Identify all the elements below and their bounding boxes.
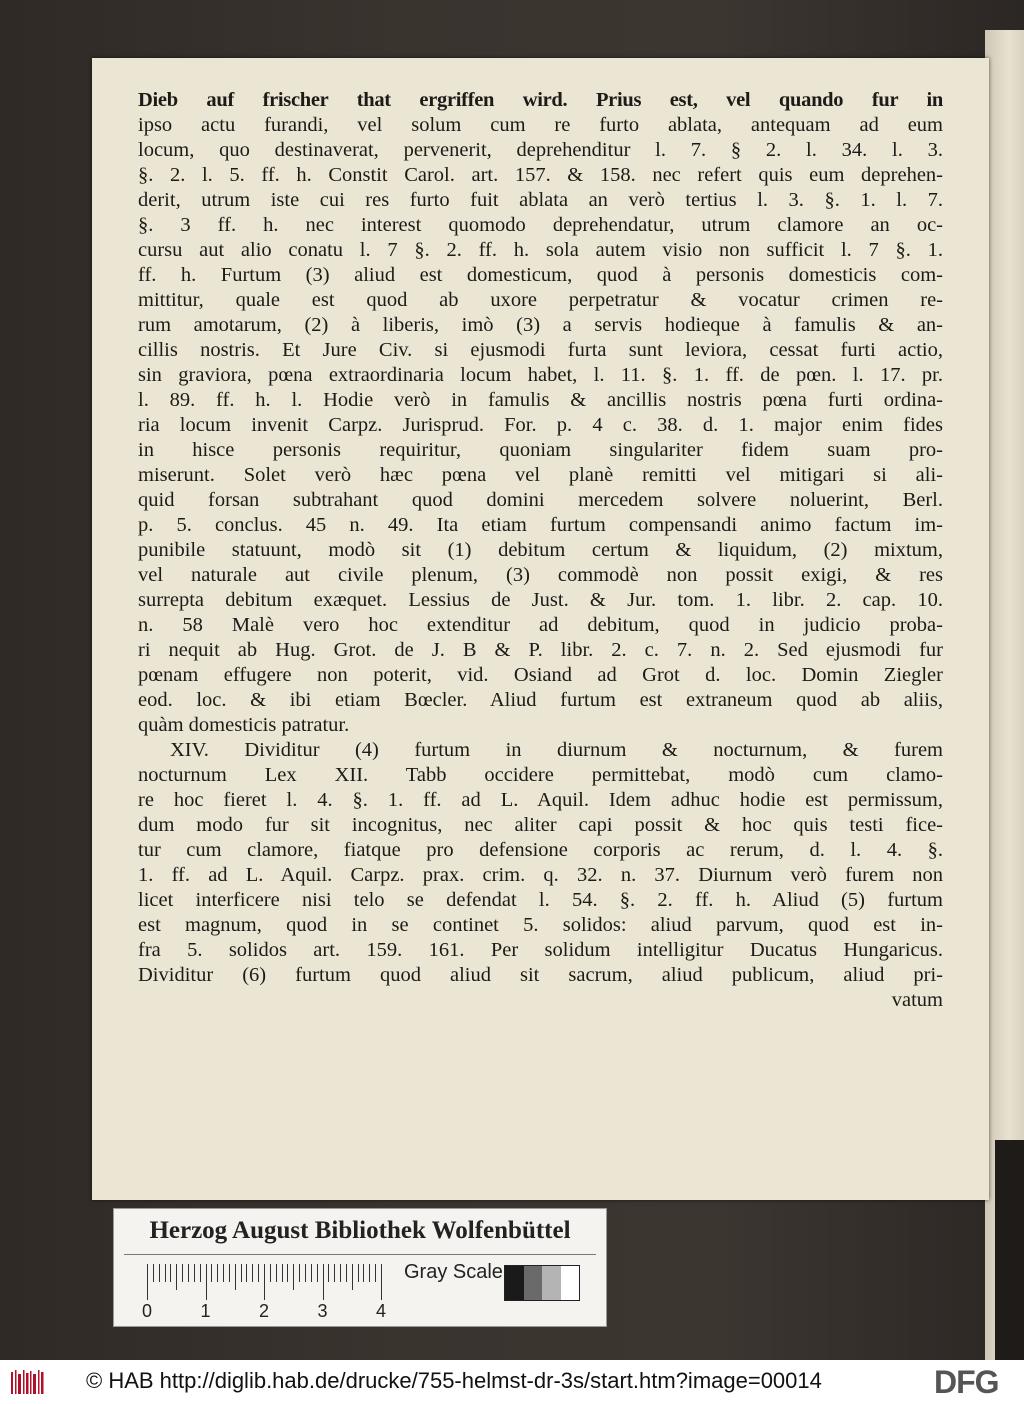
ruler-tick <box>223 1264 224 1282</box>
ruler-number: 2 <box>259 1301 270 1321</box>
ruler-tick <box>282 1264 283 1282</box>
ruler-tick <box>211 1264 212 1282</box>
ruler-tick <box>194 1264 195 1282</box>
text-line: re hoc fieret l. 4. §. 1. ff. ad L. Aquil. Idem adhuc hodie est permissum, <box>138 789 943 811</box>
text-line: n. 58 Malè vero hoc extenditur ad debitum, quod in judicio proba- <box>138 614 943 636</box>
text-line: cillis nostris. Et Jure Civ. si ejusmodi furta sunt leviora, cessat furti actio, <box>138 339 943 361</box>
gray-swatch <box>505 1266 524 1300</box>
source-url[interactable]: © HAB http://diglib.hab.de/drucke/755-helmst-dr-3s/start.htm?image=00014 <box>86 1368 822 1393</box>
text-line: XIV. Dividitur (4) furtum in diurnum & nocturnum, & furem <box>170 739 943 761</box>
ruler-tick <box>246 1264 247 1282</box>
ruler-tick <box>182 1264 183 1282</box>
text-line: in hisce personis requiritur, quoniam singulariter fidem suam pro- <box>138 439 943 461</box>
gray-scale-swatches <box>504 1265 580 1301</box>
text-line: dum modo fur sit incognitus, nec aliter capi possit & hoc quis testi fice- <box>138 814 943 836</box>
ruler-tick <box>293 1264 294 1290</box>
text-line: quid forsan subtrahant quod domini mercedem solvere noluerint, Berl. <box>138 489 943 511</box>
text-line: Dividitur (6) furtum quod aliud sit sacrum, aliud publicum, aliud pri- <box>138 964 943 986</box>
ruler-tick <box>369 1264 370 1282</box>
text-line: ri nequit ab Hug. Grot. de J. B & P. libr. 2. c. 7. n. 2. Sed ejusmodi fur <box>138 639 943 661</box>
text-line: est magnum, quod in se continet 5. solidos: aliud parvum, quod est in- <box>138 914 943 936</box>
ruler-tick <box>305 1264 306 1282</box>
ruler-tick <box>311 1264 312 1282</box>
ruler-number: 4 <box>376 1301 387 1321</box>
text-line: vatum <box>891 989 943 1011</box>
text-line: vel naturale aut civile plenum, (3) commodè non possit exigi, & res <box>138 564 943 586</box>
ruler-tick <box>159 1264 160 1282</box>
text-line: pœnam effugere non poterit, vid. Osiand ad Grot d. loc. Domin Ziegler <box>138 664 943 686</box>
ruler-number: 3 <box>317 1301 328 1321</box>
text-line: cursu aut alio conatu l. 7 §. 2. ff. h. sola autem visio non sufficit l. 7 §. 1. <box>138 239 943 261</box>
text-line: ff. h. Furtum (3) aliud est domesticum, quod à personis domesticis com- <box>138 264 943 286</box>
text-line: 1. ff. ad L. Aquil. Carpz. prax. crim. q. 32. n. 37. Diurnum verò furem non <box>138 864 943 886</box>
viewer-footer <box>0 1360 1024 1404</box>
ruler-tick <box>264 1264 265 1300</box>
scanner-shadow <box>995 1140 1024 1360</box>
ruler-tick <box>147 1264 148 1300</box>
text-line: ipso actu furandi, vel solum cum re furto ablata, antequam ad eum <box>138 114 943 136</box>
ruler-tick <box>153 1264 154 1282</box>
text-line: miserunt. Solet verò hæc pœna vel planè remitti vel mitigari si ali- <box>138 464 943 486</box>
text-line: rum amotarum, (2) à liberis, imò (3) a servis hodieque à famulis & an- <box>138 314 943 336</box>
text-line: §. 3 ff. h. nec interest quomodo deprehendatur, utrum clamore an oc- <box>138 214 943 236</box>
ruler-tick <box>217 1264 218 1282</box>
library-name: Herzog August Bibliothek Wolfenbüttel <box>149 1217 571 1244</box>
text-line: punibile statuunt, modò sit (1) debitum certum & liquidum, (2) mixtum, <box>138 539 943 561</box>
text-line: eod. loc. & ibi etiam Bœcler. Aliud furtum est extraneum quod ab aliis, <box>138 689 943 711</box>
ruler-tick <box>328 1264 329 1282</box>
ruler-tick <box>363 1264 364 1282</box>
gray-scale-label: Gray Scale <box>404 1261 503 1283</box>
text-line: p. 5. conclus. 45 n. 49. Ita etiam furtum compensandi animo factum im- <box>138 514 943 536</box>
page-text <box>138 88 943 1013</box>
dfg-logo: DFG <box>934 1364 999 1400</box>
text-line: l. 89. ff. h. l. Hodie verò in famulis & ancillis nostris pœna furti ordina- <box>138 389 943 411</box>
ruler-tick <box>334 1264 335 1282</box>
card-divider <box>124 1254 596 1255</box>
color-scale-card <box>113 1208 607 1327</box>
ruler-tick <box>229 1264 230 1282</box>
ruler-tick <box>188 1264 189 1282</box>
ruler-tick <box>340 1264 341 1282</box>
ruler-tick <box>200 1264 201 1282</box>
gray-swatch <box>561 1266 580 1300</box>
ruler-tick <box>323 1264 324 1300</box>
ruler-tick <box>358 1264 359 1282</box>
ruler-tick <box>206 1264 207 1300</box>
text-line: surrepta debitum exæquet. Lessius de Just. & Jur. tom. 1. libr. 2. cap. 10. <box>138 589 943 611</box>
ruler-tick <box>346 1264 347 1282</box>
barcode-icon <box>10 1368 46 1396</box>
text-line: sin graviora, pœna extraordinaria locum habet, l. 11. §. 1. ff. de pœn. l. 17. pr. <box>138 364 943 386</box>
ruler-tick <box>170 1264 171 1282</box>
ruler-tick <box>165 1264 166 1282</box>
ruler-tick <box>381 1264 382 1300</box>
text-line: mittitur, quale est quod ab uxore perpetratur & vocatur crimen re- <box>138 289 943 311</box>
ruler-number: 1 <box>200 1301 211 1321</box>
text-line: ria locum invenit Carpz. Jurisprud. For. p. 4 c. 38. d. 1. major enim fides <box>138 414 943 436</box>
text-line: §. 2. l. 5. ff. h. Constit Carol. art. 157. & 158. nec refert quis eum deprehen- <box>138 164 943 186</box>
text-line: fra 5. solidos art. 159. 161. Per solidum intelligitur Ducatus Hungaricus. <box>138 939 943 961</box>
ruler-tick <box>287 1264 288 1282</box>
ruler-tick <box>352 1264 353 1290</box>
text-line: licet interficere nisi telo se defendat l. 54. §. 2. ff. h. Aliud (5) furtum <box>138 889 943 911</box>
text-line: derit, utrum iste cui res furto fuit ablata an verò tertius l. 3. §. 1. l. 7. <box>138 189 943 211</box>
ruler-tick <box>252 1264 253 1282</box>
ruler-tick <box>276 1264 277 1282</box>
ruler-tick <box>176 1264 177 1290</box>
gray-swatch <box>542 1266 561 1300</box>
text-line: nocturnum Lex XII. Tabb occidere permittebat, modò cum clamo- <box>138 764 943 786</box>
ruler-tick <box>317 1264 318 1282</box>
ruler-tick <box>235 1264 236 1290</box>
text-line: Dieb auf frischer that ergriffen wird. Prius est, vel quando fur in <box>138 89 943 111</box>
ruler-tick <box>241 1264 242 1282</box>
text-line: quàm domesticis patratur. <box>138 714 350 736</box>
ruler-tick <box>299 1264 300 1282</box>
ruler-ticks <box>147 1264 387 1302</box>
text-line: tur cum clamore, fiatque pro defensione corporis ac rerum, d. l. 4. §. <box>138 839 943 861</box>
ruler-tick <box>258 1264 259 1282</box>
ruler-tick <box>270 1264 271 1282</box>
text-line: locum, quo destinaverat, pervenerit, deprehenditur l. 7. § 2. l. 34. l. 3. <box>138 139 943 161</box>
gray-swatch <box>524 1266 543 1300</box>
ruler-number: 0 <box>142 1301 153 1321</box>
ruler-tick <box>375 1264 376 1282</box>
